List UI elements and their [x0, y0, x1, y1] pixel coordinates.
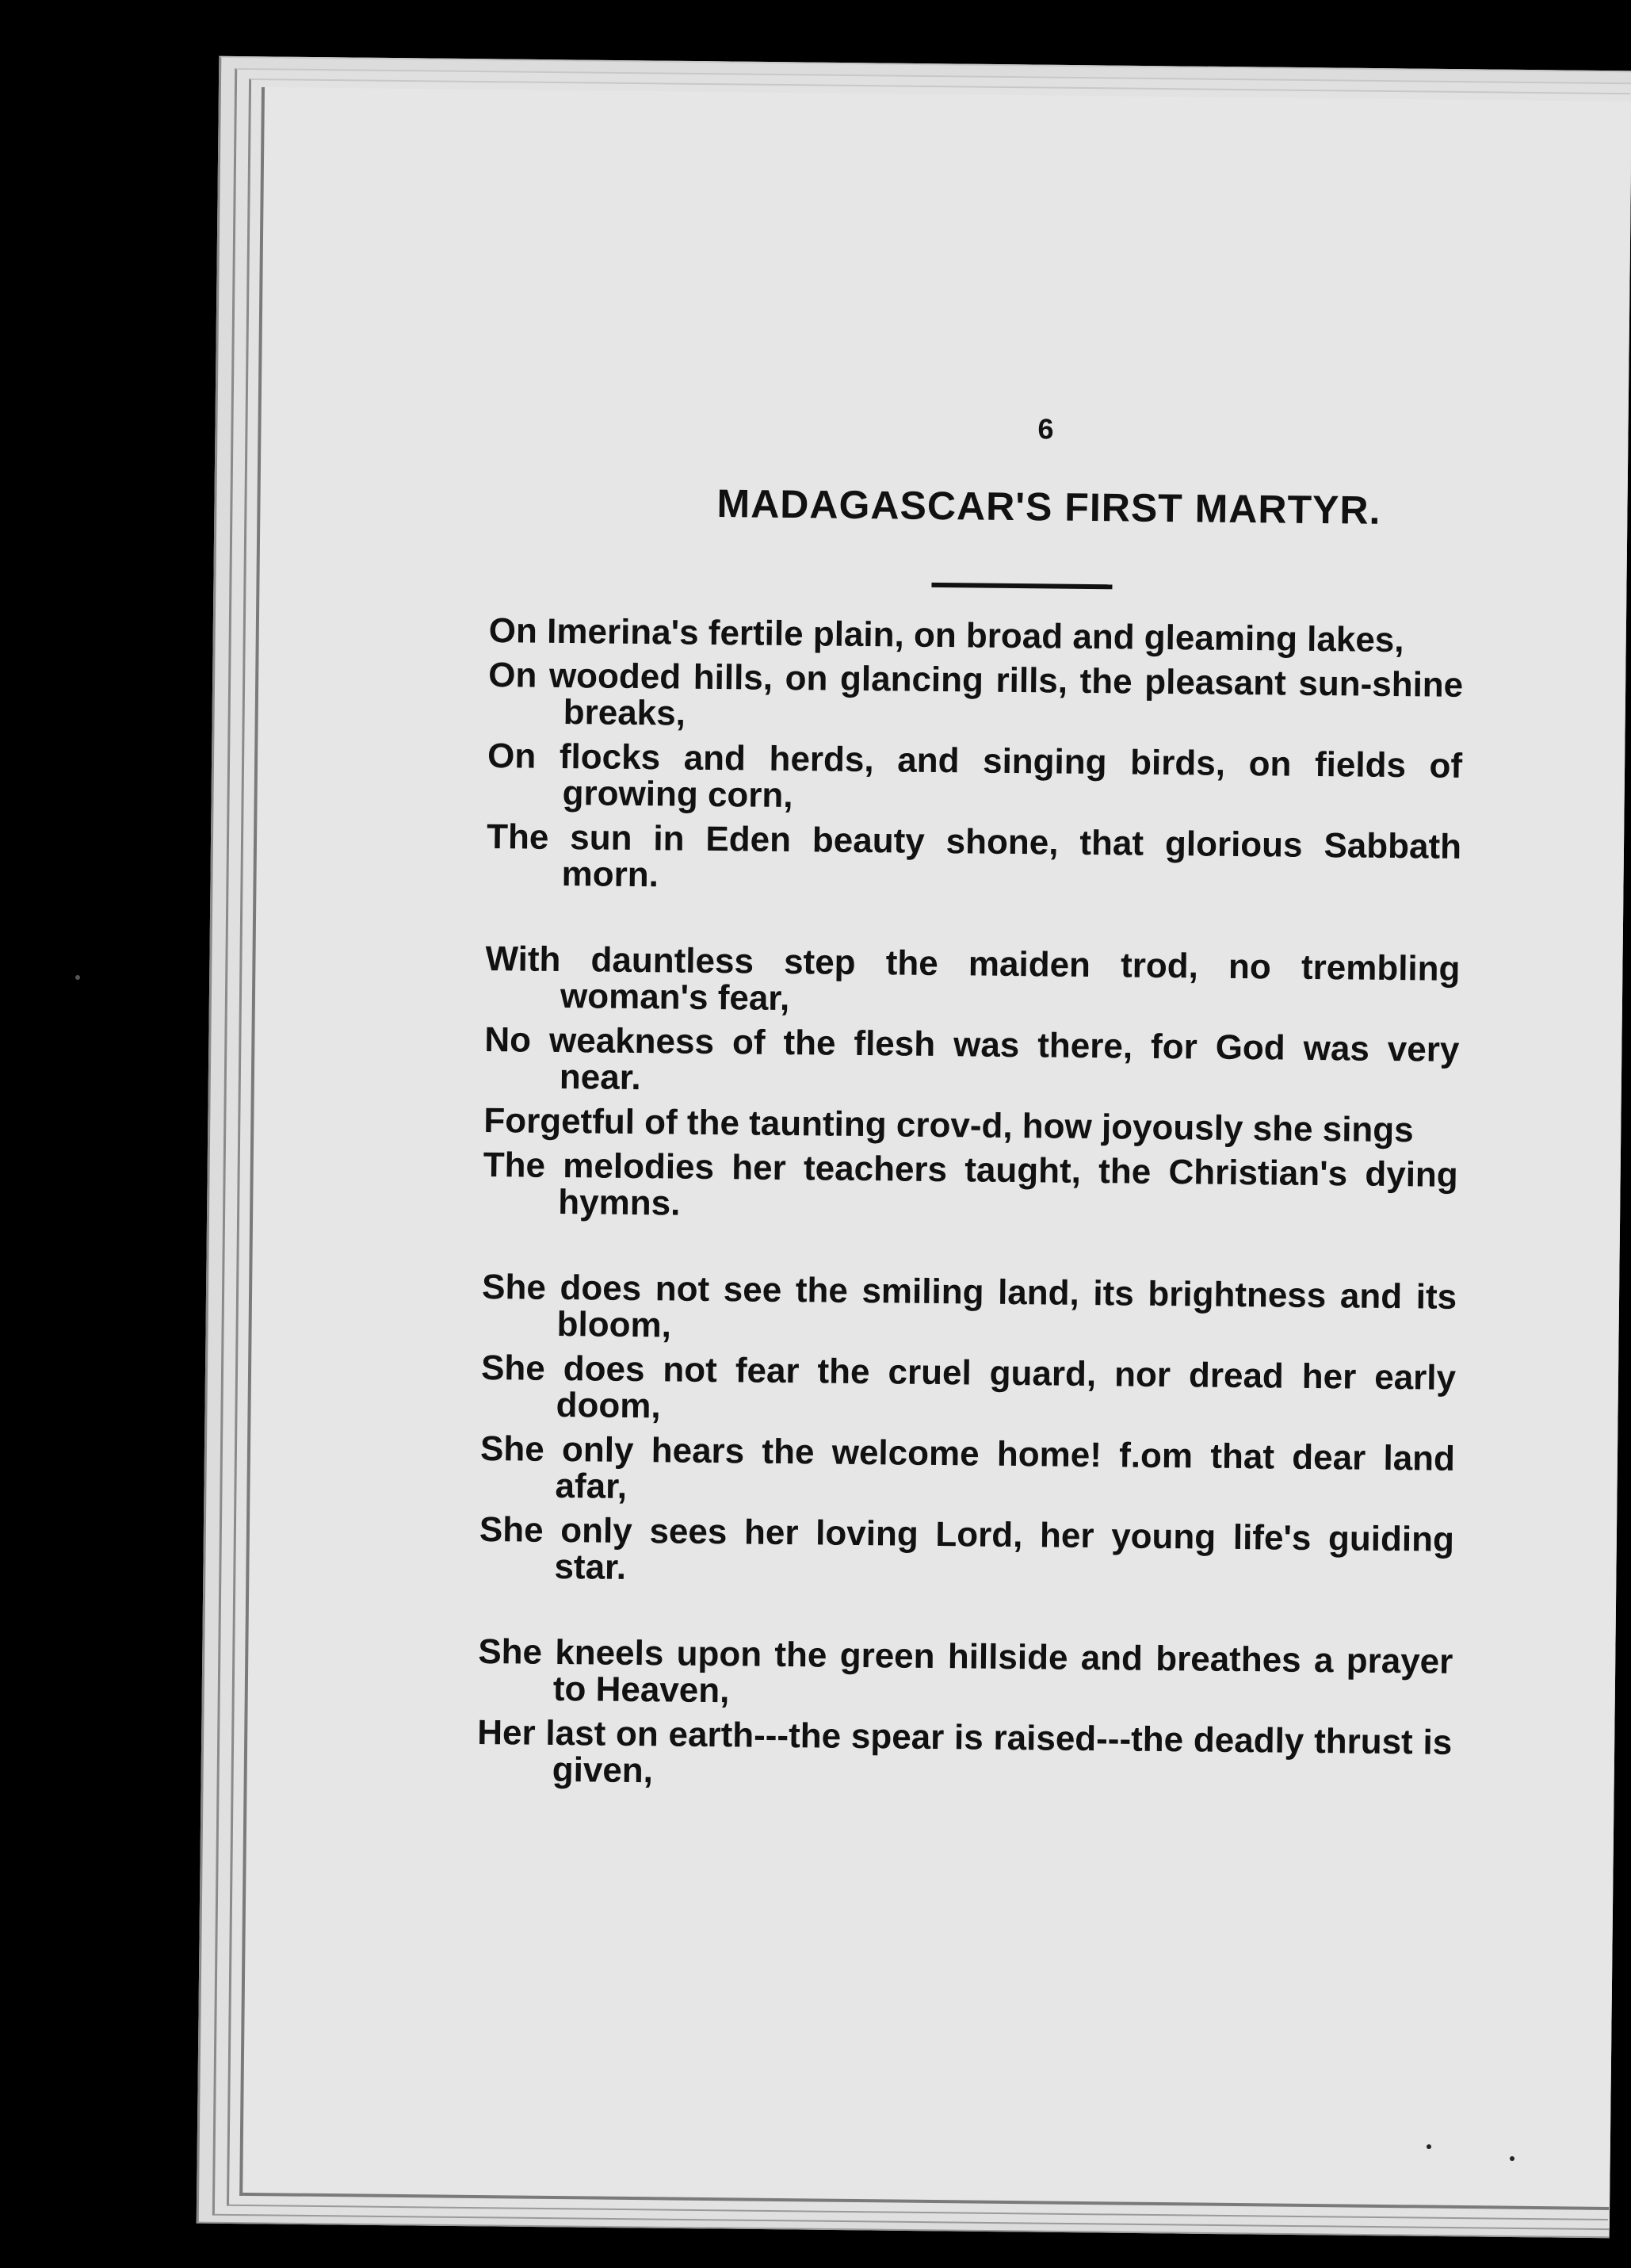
verse-line: The sun in Eden beauty shone, that glorious Sabbath morn.: [486, 817, 1462, 895]
verse-line: Forgetful of the taunting crov-d, how joyously she sings: [483, 1101, 1414, 1150]
verse-line: She only sees her loving Lord, her young life's guiding star.: [479, 1509, 1455, 1587]
verse-line: No weakness of the flesh was there, for God was very near.: [484, 1020, 1460, 1098]
stanza-4: [477, 1631, 1453, 1798]
poem: [476, 613, 1464, 1847]
verse-line: With dauntless step the maiden trod, no trembling woman's fear,: [485, 939, 1461, 1019]
dust-speck: [1510, 2156, 1514, 2161]
verse-line: On Imerina's fertile plain, on broad and gleaming lakes,: [488, 611, 1404, 660]
verse-line: She does not see the smiling land, its brightness and its bloom,: [481, 1267, 1457, 1345]
page-number: 6: [1037, 412, 1054, 446]
stanza-1: [486, 613, 1464, 902]
dust-speck: [1427, 2144, 1431, 2149]
verse-line: Her last on earth---the spear is raised---the deadly thrust is given,: [477, 1712, 1453, 1791]
page-title: MADAGASCAR'S FIRST MARTYR.: [716, 481, 1381, 533]
verse-line: She kneels upon the green hillside and breathes a prayer to Heaven,: [478, 1631, 1453, 1711]
verse-line: On flocks and herds, and singing birds, on fields of growing corn,: [487, 736, 1463, 816]
stanza-2: [483, 941, 1461, 1230]
stanza-3: [479, 1269, 1457, 1595]
verse-line: The melodies her teachers taught, the Christian's dying hymns.: [483, 1145, 1458, 1223]
dust-speck: [75, 975, 80, 980]
verse-line: On wooded hills, on glancing rills, the pleasant sun-shine breaks,: [487, 656, 1464, 733]
title-rule: [931, 583, 1112, 589]
verse-line: She does not fear the cruel guard, nor dread her early doom,: [480, 1348, 1457, 1426]
book-page: [239, 87, 1631, 2210]
verse-line: She only hears the welcome home! f.om that dear land afar,: [479, 1428, 1456, 1506]
